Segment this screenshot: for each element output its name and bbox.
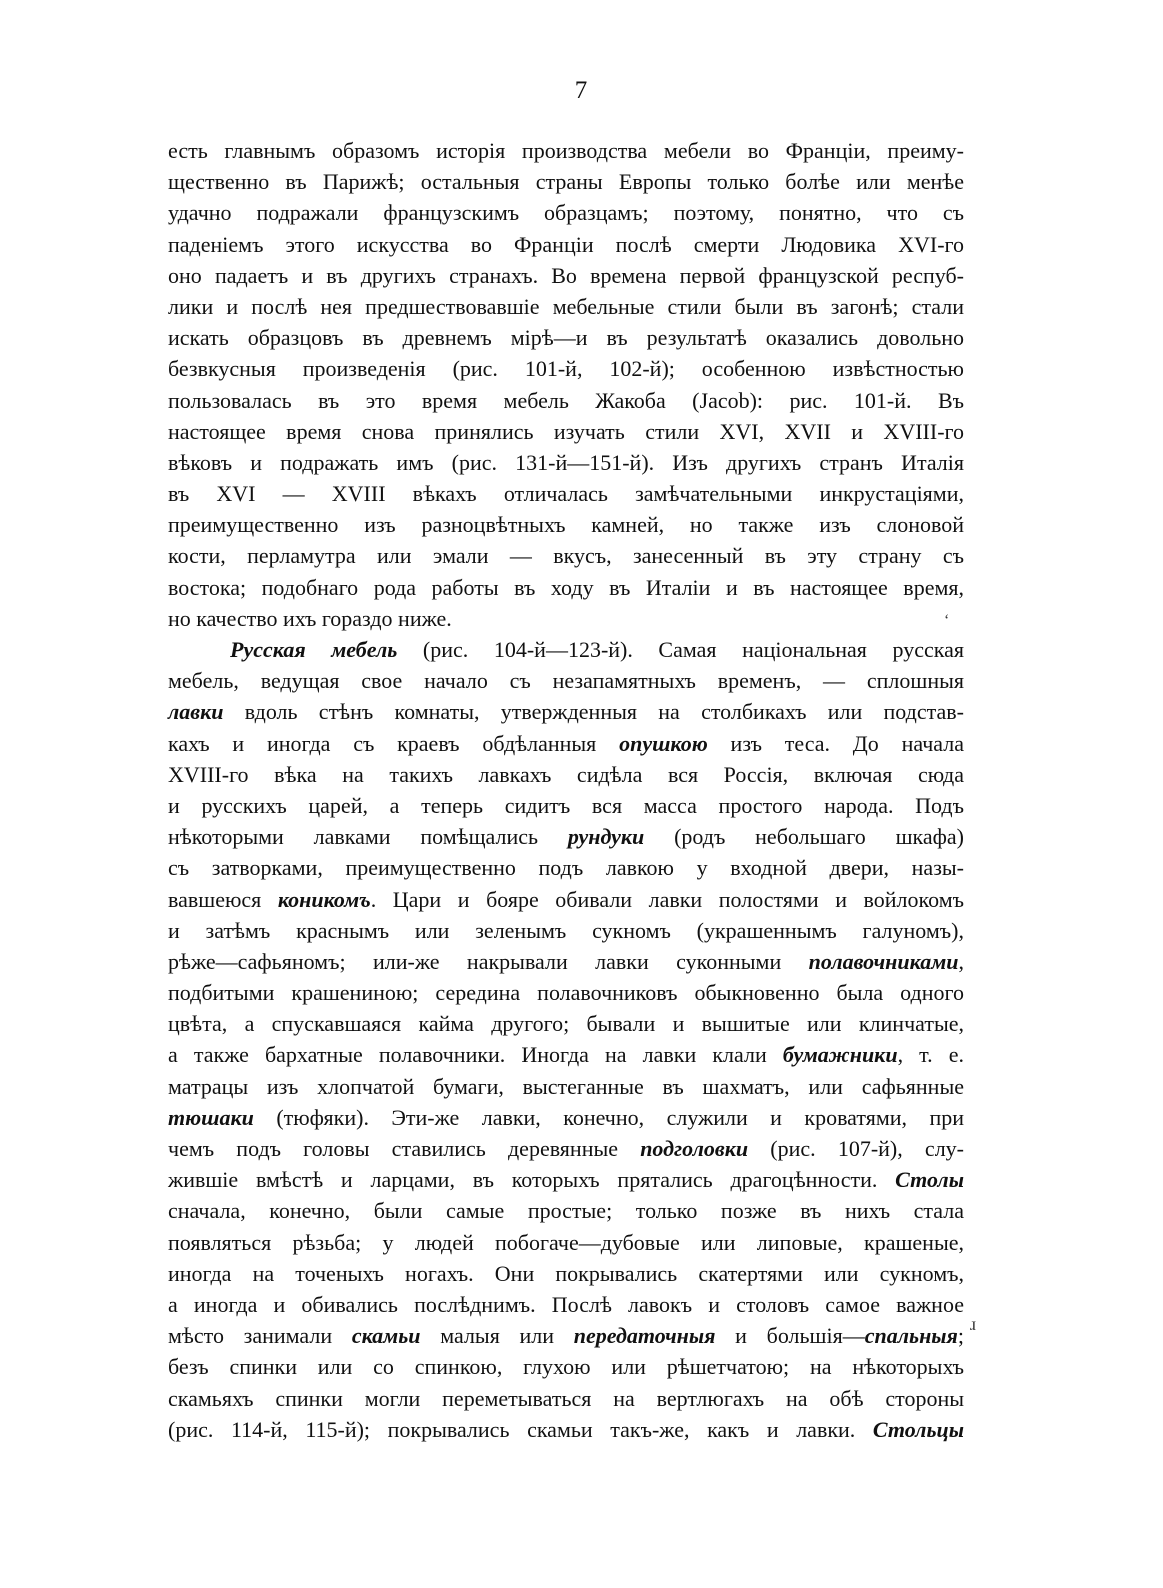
text-line [168,1383,964,1414]
text-segment: и русскихъ царей, а теперь сидитъ вся масса простого народа. Подъ [168,792,964,818]
text-line [168,1071,964,1102]
margin-mark: ɹ [970,1314,976,1334]
text-segment: искать образцовъ въ древнемъ мірѣ—и въ результатѣ оказались довольно [168,325,964,351]
text-segment: . Цари и бояре обивали лавки полостями и войлокомъ [370,886,964,912]
italic-term: тюшаки [168,1104,254,1130]
text-line [168,946,964,977]
text-segment: оно падаетъ и въ другихъ странахъ. Во времена первой французской респуб- [168,262,964,288]
italic-term: опушкою [619,730,708,756]
italic-term: Русская мебель [230,637,398,662]
text-segment: паденіемъ этого искусства во Франціи послѣ смерти Людовика XVI-го [168,231,964,257]
text-line [168,977,964,1008]
text-segment: но качество ихъ гораздо ниже. [168,605,452,631]
text-line [168,416,964,447]
text-line [168,229,964,260]
text-segment: ; [957,1323,964,1349]
text-segment: вдоль стѣнъ комнаты, утвержденныя на столбикахъ или подстав- [223,699,964,725]
italic-term: полавочниками [808,948,959,974]
text-segment: жившіе вмѣстѣ и ларцами, въ которыхъ прятались драгоцѣнности. [168,1167,896,1193]
text-line [168,1227,964,1258]
text-line [168,1195,964,1226]
page-number: 7 [574,77,589,104]
text-line [168,322,964,353]
text-segment: цвѣта, а спускавшаяся кайма другого; бывали и вышитые или клинчатые, [168,1011,964,1037]
text-line [168,665,964,696]
italic-term: рундуки [567,824,645,850]
italic-term: лавки [168,699,224,725]
text-line [168,852,964,883]
text-line [168,1351,964,1382]
text-line [168,728,964,759]
italic-term: спальныя [864,1323,958,1349]
text-line [168,540,964,571]
text-segment: есть главнымъ образомъ исторія производства мебели во Франціи, преиму- [168,138,964,163]
text-segment: пользовалась въ это время мебель Жакоба (Jacob): рис. 101-й. Въ [168,387,964,413]
text-segment: безвкусныя произведенія (рис. 101-й, 102-й); особенною извѣстностью [168,356,964,382]
text-segment: появляться рѣзьба; у людей побогаче—дубовые или липовые, крашеные, [168,1229,964,1255]
text-segment: мѣсто занимали [168,1323,352,1349]
italic-term: Столы [895,1167,964,1193]
text-segment: изъ теса. До начала [707,730,964,756]
text-segment: настоящее время снова принялись изучать стили XVI, XVII и XVIII-го [168,418,964,444]
text-segment: нѣкоторыми лавками помѣщались [168,824,568,850]
italic-term: коникомъ [277,886,371,912]
text-segment: матрацы изъ хлопчатой бумаги, выстеганные въ шахматъ, или сафьянные [168,1073,964,1099]
text-segment: XVIII-го вѣка на такихъ лавкахъ сидѣла вся Россія, включая сюда [168,761,964,787]
text-line [168,1258,964,1289]
text-line [168,260,964,291]
text-segment: а также бархатные полавочники. Иногда на лавки клали [168,1042,783,1068]
text-line [168,884,964,915]
italic-term: скамьи [351,1323,421,1349]
text-segment: и большія— [715,1323,865,1349]
text-segment: иногда на точеныхъ ногахъ. Они покрывались скатертями или сукномъ, [168,1260,964,1286]
text-segment: скамьяхъ спинки могли переметываться на вертлюгахъ на обѣ стороны [168,1385,964,1411]
text-line [168,197,964,228]
text-segment: удачно подражали французскимъ образцамъ; поэтому, понятно, что съ [168,200,964,226]
text-segment: мебель, ведущая свое начало съ незапамятныхъ временъ, — сплошныя [168,668,964,694]
text-segment: (тюфяки). Эти-же лавки, конечно, служили и кроватями, при [253,1104,964,1130]
text-segment: востока; подобнаго рода работы въ ходу въ Италіи и въ настоящее время, [168,574,964,600]
text-line [168,759,964,790]
text-segment: преимущественно изъ разноцвѣтныхъ камней, но также изъ слоновой [168,512,964,538]
text-segment: съ затворками, преимущественно подъ лавкою у входной двери, назы- [168,855,964,881]
text-segment: рѣже—сафьяномъ; или-же накрывали лавки суконными [168,948,809,974]
italic-term: Стольцы [872,1416,964,1442]
text-line [168,291,964,322]
text-segment: лики и послѣ нея предшествовавшіе мебельные стили были въ загонѣ; стали [168,293,964,319]
text-segment: и затѣмъ краснымъ или зеленымъ сукномъ (украшеннымъ галуномъ), [168,917,964,943]
text-segment: вавшеюся [168,886,278,912]
text-segment: чемъ подъ головы ставились деревянные [168,1136,641,1161]
italic-term: бумажники [782,1042,898,1068]
text-line [168,166,964,197]
body-text [168,135,964,1445]
text-segment: кахъ и иногда съ краевъ обдѣланныя [168,730,620,756]
text-segment: безъ спинки или со спинкою, глухою или рѣшетчатою; на нѣкоторыхъ [168,1354,964,1380]
text-segment: подбитыми крашениною; середина полавочниковъ обыкновенно была одного [168,980,964,1006]
italic-term: передаточныя [573,1323,716,1349]
text-segment: кости, перламутра или эмали — вкусъ, занесенный въ эту страну съ [168,543,964,569]
text-line [168,915,964,946]
text-line [168,790,964,821]
text-line [168,1414,964,1445]
italic-term: подголовки [640,1136,749,1161]
text-line [168,1039,964,1070]
text-line [168,509,964,540]
text-line [168,135,964,166]
text-segment: вѣковъ и подражать имъ (рис. 131-й—151-й). Изъ другихъ странъ Италія [168,449,964,475]
text-line [168,572,964,603]
text-segment: малыя или [420,1323,574,1349]
text-line [168,1133,964,1164]
text-segment: щественно въ Парижѣ; остальныя страны Европы только болѣе или менѣе [168,169,964,195]
text-line [168,353,964,384]
text-segment: (родъ небольшаго шкафа) [644,824,964,850]
text-line [168,478,964,509]
text-segment: сначала, конечно, были самые простые; только позже въ нихъ стала [168,1198,964,1224]
text-line [168,603,964,634]
text-segment: въ XVI — XVIII вѣкахъ отличалась замѣчательными инкрустаціями, [168,481,964,507]
text-line [168,1320,964,1351]
text-line [168,1102,964,1133]
text-segment: (рис. 114-й, 115-й); покрывались скамьи такъ-же, какъ и лавки. [168,1416,873,1442]
text-line [168,1289,964,1320]
text-line [168,696,964,727]
text-segment: , т. е. [897,1042,964,1068]
text-line [168,1164,964,1195]
text-segment: а иногда и обивались послѣднимъ. Послѣ лавокъ и столовъ самое важное [168,1291,964,1317]
text-line [168,1008,964,1039]
text-segment: (рис. 104-й—123-й). Самая національная русская [397,637,964,662]
text-line [168,634,964,665]
text-line [168,385,964,416]
text-segment: (рис. 107-й), слу- [748,1136,964,1161]
margin-mark: ‘ [944,612,950,629]
text-line [168,821,964,852]
text-line [168,447,964,478]
text-segment: , [958,948,964,974]
